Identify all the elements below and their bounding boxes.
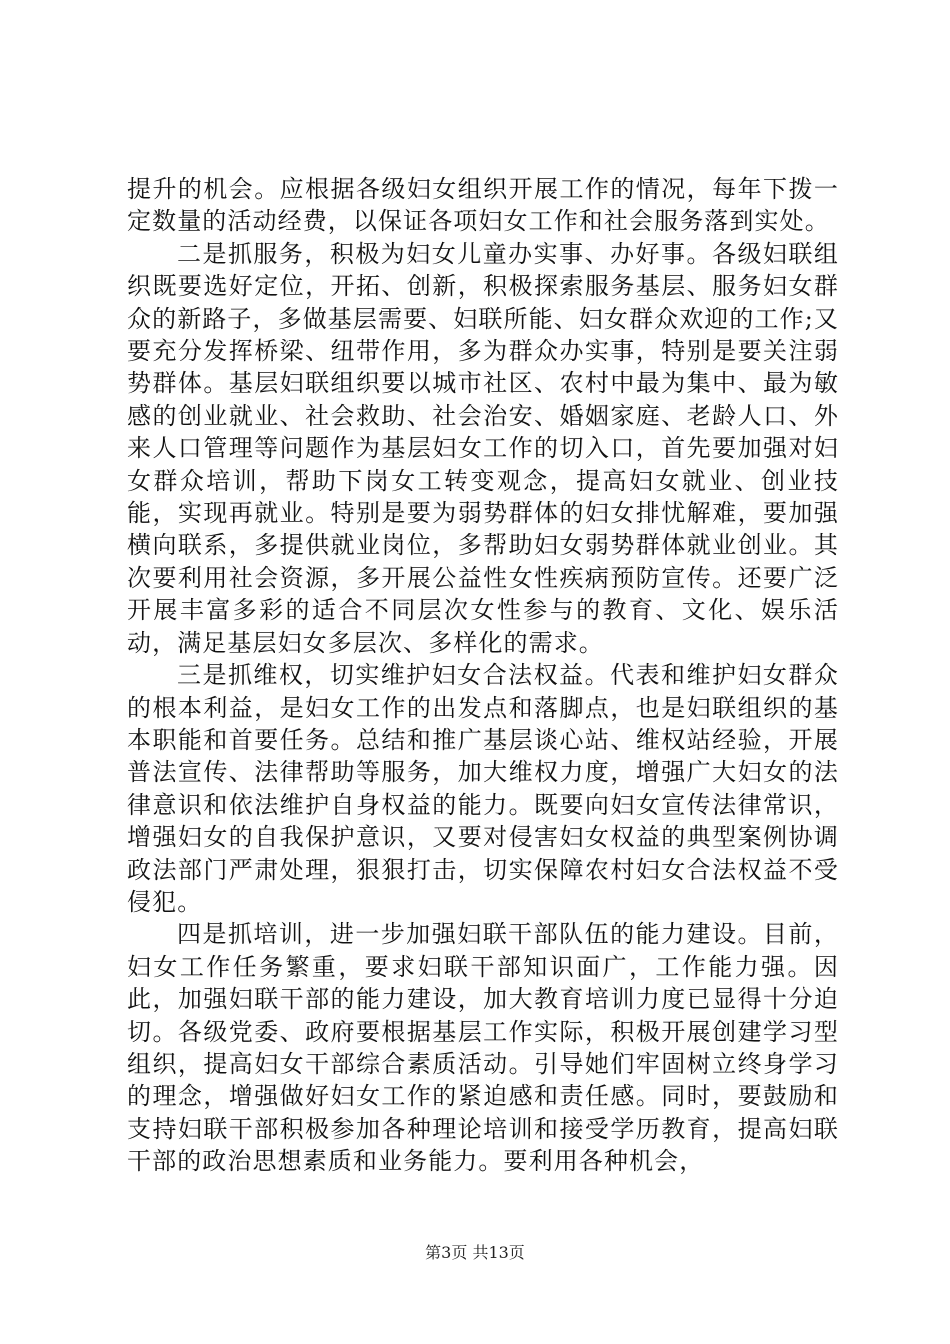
paragraph-training: 四是抓培训，进一步加强妇联干部队伍的能力建设。目前，妇女工作任务繁重，要求妇联干部知识面广，工作能力强。因此，加强妇联干部的能力建设，加大教育培训力度已显得十分迫切。各级党委、政府要根据基层工作实际，积极开展创建学习型组织，提高妇女干部综合素质活动。引导她们牢固树立终身学习的理念，增强做好妇女工作的紧迫感和责任感。同时，要鼓励和支持妇联干部积极参加各种理论培训和接受学历教育，提高妇联干部的政治思想素质和业务能力。要利用各种机会， — [127, 920, 839, 1176]
page-number-footer: 第3页 共13页 — [425, 1243, 525, 1262]
paragraph-rights: 三是抓维权，切实维护妇女合法权益。代表和维护妇女群众的根本利益，是妇女工作的出发点和落脚点，也是妇联组织的基本职能和首要任务。总结和推广基层谈心站、维权站经验，开展普法宣传、法律帮助等服务，加大维权力度，增强广大妇女的法律意识和依法维护自身权益的能力。既要向妇女宣传法律常识，增强妇女的自我保护意识，又要对侵害妇女权益的典型案例协调政法部门严肃处理，狠狠打击，切实保障农村妇女合法权益不受侵犯。 — [127, 661, 839, 916]
paragraph-service: 二是抓服务，积极为妇女儿童办实事、办好事。各级妇联组织既要选好定位，开拓、创新，积极探索服务基层、服务妇女群众的新路子，多做基层需要、妇联所能、妇女群众欢迎的工作;又要充分发挥桥梁、纽带作用，多为群众办实事，特别是要关注弱势群体。基层妇联组织要以城市社区、农村中最为集中、最为敏感的创业就业、社会救助、社会治安、婚姻家庭、老龄人口、外来人口管理等问题作为基层妇女工作的切入口，首先要加强对妇女群众培训，帮助下岗女工转变观念，提高妇女就业、创业技能，实现再就业。特别是要为弱势群体的妇女排忧解难，要加强横向联系，多提供就业岗位，多帮助妇女弱势群体就业创业。其次要利用社会资源，多开展公益性女性疾病预防宣传。还要广泛开展丰富多彩的适合不同层次女性参与的教育、文化、娱乐活动，满足基层妇女多层次、多样化的需求。 — [127, 239, 839, 657]
document-body — [127, 173, 839, 1178]
paragraph-continuation: 提升的机会。应根据各级妇女组织开展工作的情况，每年下拨一定数量的活动经费，以保证各项妇女工作和社会服务落到实处。 — [127, 175, 839, 236]
